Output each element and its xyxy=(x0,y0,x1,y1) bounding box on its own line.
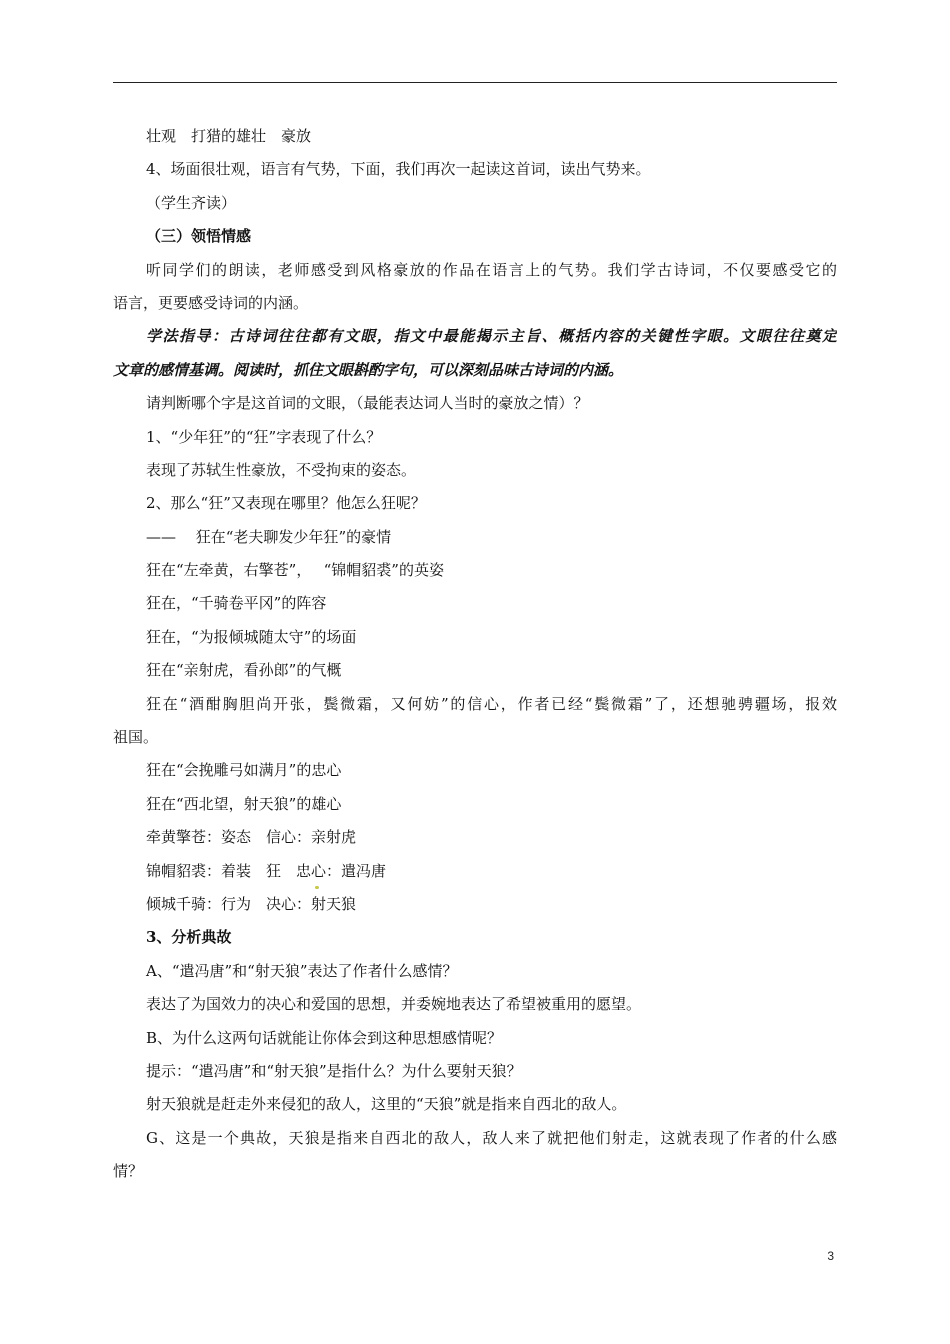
text-line: A、“遣冯唐”和“射天狼”表达了作者什么感情？ xyxy=(146,961,458,980)
text-line: 3、分析典故 xyxy=(146,928,232,947)
header-rule xyxy=(113,82,837,83)
text-line: 狂在“左牵黄，右擎苍”， “锦帽貂裘”的英姿 xyxy=(146,561,444,580)
text-line: （三）领悟情感 xyxy=(146,227,252,246)
text-line: 文章的感情基调。阅读时，抓住文眼斟酌字句，可以深刻品味古诗词的内涵。 xyxy=(113,360,624,379)
text-line: 语言，更要感受诗词的内涵。 xyxy=(113,293,309,312)
text-line: 狂在，“千骑卷平冈”的阵容 xyxy=(146,594,327,613)
page-number: 3 xyxy=(827,1249,834,1263)
text-line: —— 狂在“老夫聊发少年狂”的豪情 xyxy=(146,527,392,546)
text-line: 狂在“酒酣胸胆尚开张，鬓微霜，又何妨”的信心，作者已经“鬓微霜”了，还想驰骋疆场，报效 xyxy=(146,694,837,713)
highlight-mark xyxy=(315,886,319,889)
text-line: 表达了为国效力的决心和爱国的思想，并委婉地表达了希望被重用的愿望。 xyxy=(146,995,642,1014)
document-body xyxy=(113,120,837,1189)
text-line: 锦帽貂裘：着装 狂 忠心：遣冯唐 xyxy=(146,861,387,880)
text-line: 祖国。 xyxy=(113,728,159,747)
text-line: 狂在“会挽雕弓如满月”的忠心 xyxy=(146,761,342,780)
text-line: 牵黄擎苍：姿态 信心：亲射虎 xyxy=(146,828,357,847)
text-line: 学法指导：古诗词往往都有文眼，指文中最能揭示主旨、概括内容的关键性字眼。文眼往往奠定 xyxy=(146,327,837,346)
text-line: G、这是一个典故，天狼是指来自西北的敌人，敌人来了就把他们射走，这就表现了作者的什么感 xyxy=(146,1128,837,1147)
text-line: 1、“少年狂”的“狂”字表现了什么？ xyxy=(146,427,382,446)
text-line: 狂在“亲射虎，看孙郎”的气概 xyxy=(146,661,342,680)
text-line: 听同学们的朗读，老师感受到风格豪放的作品在语言上的气势。我们学古诗词，不仅要感受它的 xyxy=(146,260,837,279)
text-line: 2、那么“狂”又表现在哪里？他怎么狂呢？ xyxy=(146,494,426,513)
text-line: 4、场面很壮观，语言有气势，下面，我们再次一起读这首词，读出气势来。 xyxy=(146,160,651,179)
text-line: 表现了苏轼生性豪放，不受拘束的姿态。 xyxy=(146,460,417,479)
text-line: B、为什么这两句话就能让你体会到这种思想感情呢？ xyxy=(146,1028,503,1047)
text-line: （学生齐读） xyxy=(146,193,237,212)
text-line: 情？ xyxy=(113,1162,144,1181)
text-line: 请判断哪个字是这首词的文眼，（最能表达词人当时的豪放之情）？ xyxy=(146,394,589,413)
text-line: 射天狼就是赶走外来侵犯的敌人，这里的“天狼”就是指来自西北的敌人。 xyxy=(146,1095,627,1114)
text-line: 狂在，“为报倾城随太守”的场面 xyxy=(146,627,357,646)
text-line: 狂在“西北望，射天狼”的雄心 xyxy=(146,794,342,813)
text-line: 壮观 打猎的雄壮 豪放 xyxy=(146,127,312,145)
text-line: 提示：“遣冯唐”和“射天狼”是指什么？为什么要射天狼？ xyxy=(146,1061,522,1080)
text-line: 倾城千骑：行为 决心：射天狼 xyxy=(146,894,357,913)
